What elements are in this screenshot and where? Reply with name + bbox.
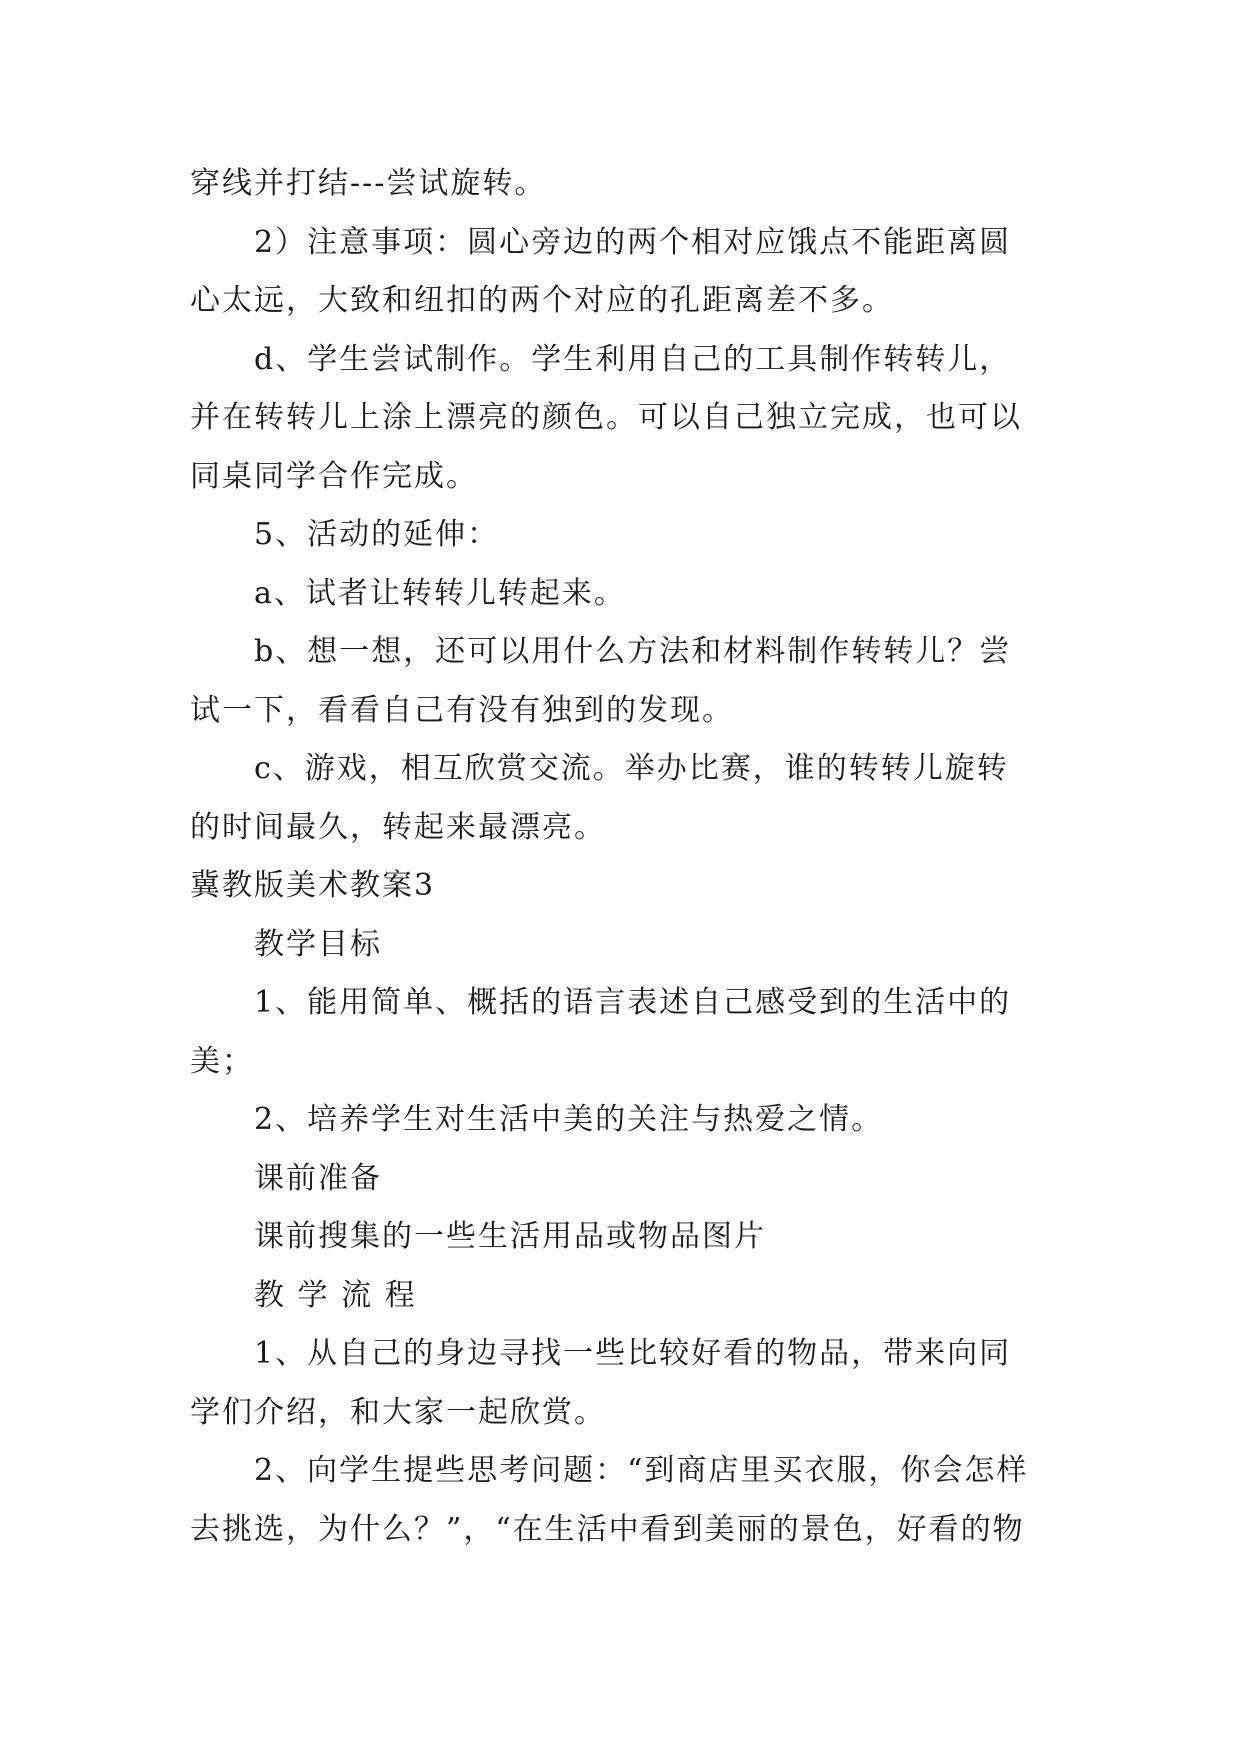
text-line: 课前准备 <box>254 1160 382 1196</box>
text-line: 的时间最久，转起来最漂亮。 <box>190 809 606 845</box>
text-line: 学们介绍，和大家一起欣赏。 <box>190 1394 606 1430</box>
text-line: 同桌同学合作完成。 <box>190 458 478 494</box>
text-line: 2）注意事项：圆心旁边的两个相对应饿点不能距离圆 <box>254 224 1012 260</box>
text-line: 1、从自己的身边寻找一些比较好看的物品，带来向同 <box>254 1336 1012 1371</box>
text-line: d、学生尝试制作。学生利用自己的工具制作转转儿， <box>254 341 1012 377</box>
text-line: 去挑选，为什么？”，“在生活中看到美丽的景色，好看的物 <box>190 1511 1025 1547</box>
text-line: 1、能用简单、概括的语言表述自己感受到的生活中的 <box>254 985 1012 1020</box>
text-line: 心太远，大致和纽扣的两个对应的孔距离差不多。 <box>190 283 894 318</box>
text-line: 2、培养学生对生活中美的关注与热爱之情。 <box>254 1102 884 1137</box>
text-line: 5、活动的延伸： <box>254 517 500 552</box>
text-line: 试一下，看看自己有没有独到的发现。 <box>190 692 734 728</box>
text-line: c、游戏，相互欣赏交流。举办比赛，谁的转转儿旋转 <box>254 751 1009 786</box>
text-line: b、想一想，还可以用什么方法和材料制作转转儿？尝 <box>254 634 1012 669</box>
text-line: 穿线并打结---尝试旋转。 <box>190 166 547 201</box>
document-page <box>190 155 1060 1559</box>
text-line: a、试者让转转儿转起来。 <box>254 575 626 611</box>
text-line: 教学目标 <box>254 926 382 962</box>
text-line: 美； <box>190 1043 254 1079</box>
text-line: 2、向学生提些思考问题：“到商店里买衣服，你会怎样 <box>254 1453 1029 1488</box>
text-line: 并在转转儿上涂上漂亮的颜色。可以自己独立完成，也可以 <box>190 400 1022 435</box>
text-line: 教 学 流 程 <box>254 1277 417 1313</box>
section-heading: 冀教版美术教案3 <box>190 868 436 903</box>
text-line: 课前搜集的一些生活用品或物品图片 <box>254 1219 766 1254</box>
